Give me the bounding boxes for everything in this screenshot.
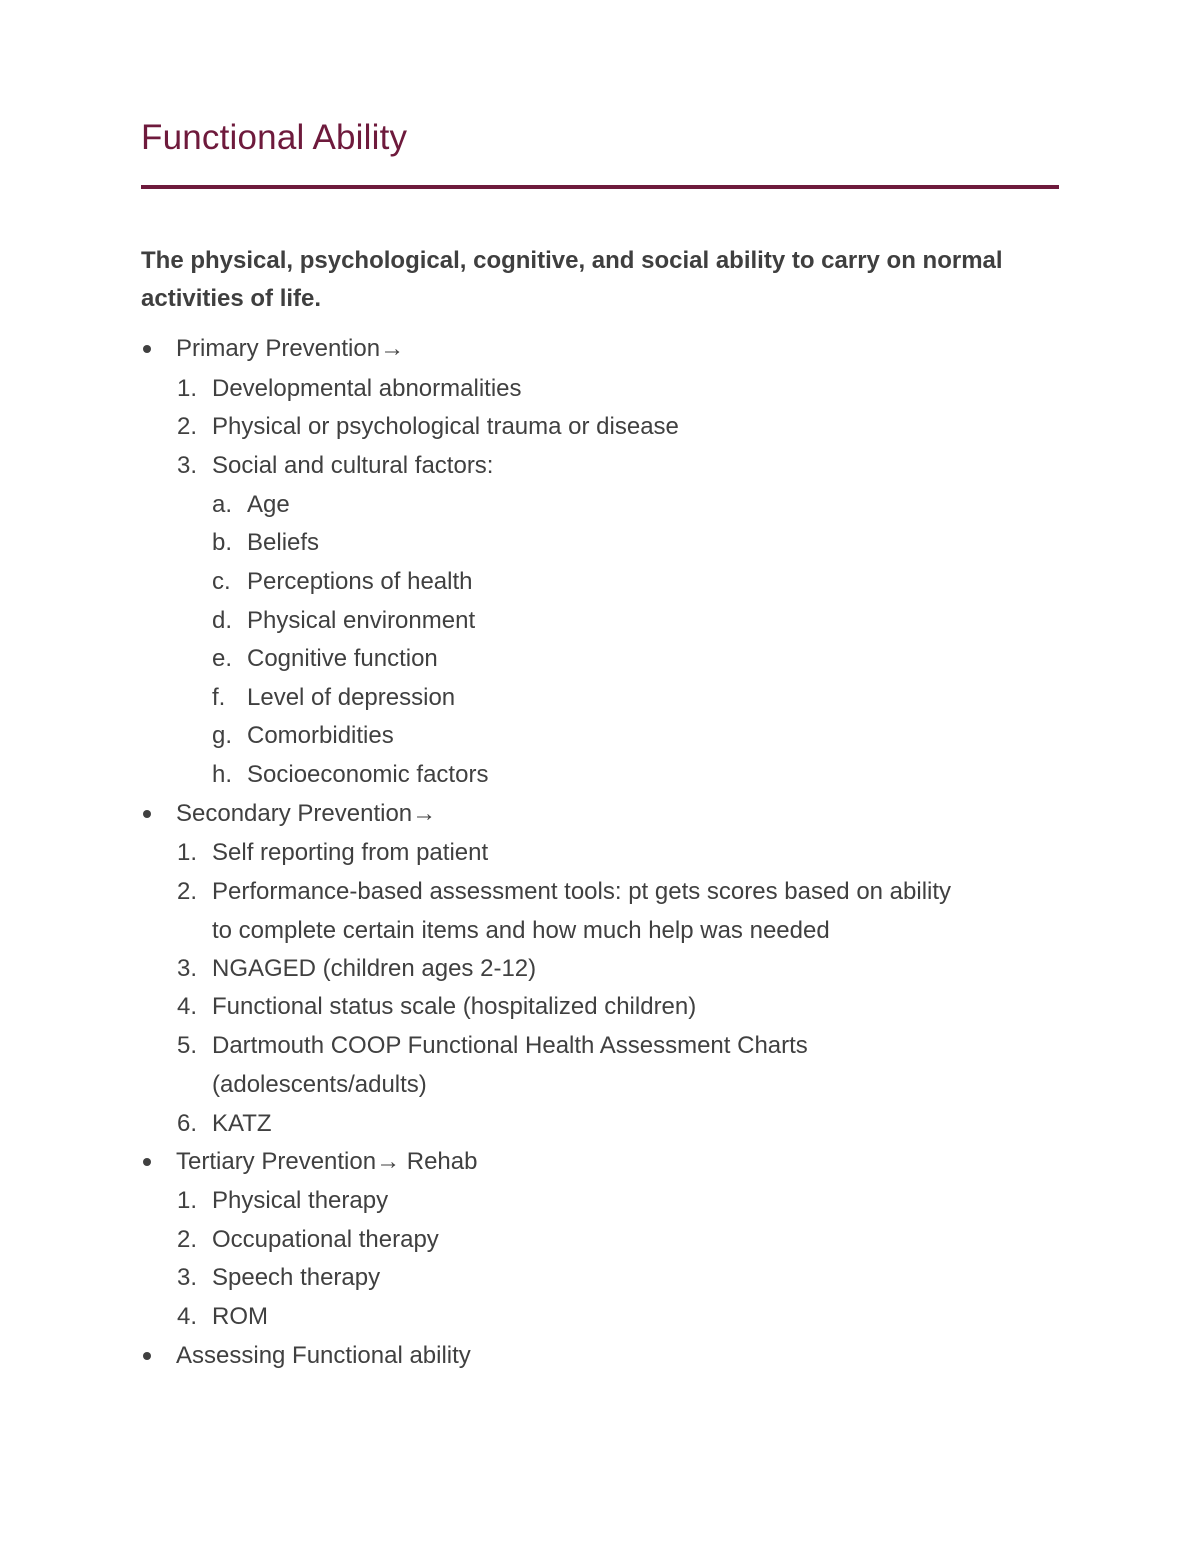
list-item: Physical therapy — [212, 1187, 389, 1214]
section-heading-assessing: Assessing Functional ability — [176, 1342, 471, 1369]
list-marker: 2. — [177, 1226, 198, 1253]
list-item: Functional status scale (hospitalized children) — [212, 993, 697, 1020]
sublist-marker: a. — [212, 491, 233, 518]
sublist-item: Level of depression — [247, 684, 456, 711]
list-marker: 6. — [177, 1110, 198, 1137]
list-item-continuation: (adolescents/adults) — [212, 1071, 427, 1098]
list-marker: 1. — [177, 375, 198, 402]
list-item: Dartmouth COOP Functional Health Assessment Charts — [212, 1032, 808, 1059]
sublist-item: Perceptions of health — [247, 568, 473, 595]
list-marker: 1. — [177, 1187, 198, 1214]
sublist-item: Beliefs — [247, 529, 320, 556]
sublist-marker: e. — [212, 645, 233, 672]
page-title: Functional Ability — [141, 118, 408, 157]
list-marker: 3. — [177, 452, 198, 479]
bullet-icon — [143, 1352, 151, 1360]
sublist-item: Comorbidities — [247, 722, 394, 749]
list-item: Occupational therapy — [212, 1226, 439, 1253]
sublist-marker: c. — [212, 568, 231, 595]
sublist-marker: g. — [212, 722, 233, 749]
list-marker: 2. — [177, 878, 198, 905]
section-heading-tertiary: Tertiary Prevention→ Rehab — [176, 1148, 478, 1175]
sublist-marker: f. — [212, 684, 226, 711]
list-item: Physical or psychological trauma or disease — [212, 413, 679, 440]
list-item: Developmental abnormalities — [212, 375, 522, 402]
list-item: Self reporting from patient — [212, 839, 489, 866]
sublist-marker: b. — [212, 529, 233, 556]
bullet-icon — [143, 1158, 151, 1166]
sublist-marker: h. — [212, 761, 233, 788]
list-marker: 2. — [177, 413, 198, 440]
list-item-continuation: to complete certain items and how much help was needed — [212, 917, 830, 944]
list-item: Social and cultural factors: — [212, 452, 494, 479]
list-item: ROM — [212, 1303, 268, 1330]
list-marker: 3. — [177, 955, 198, 982]
section-heading-primary: Primary Prevention→ — [176, 335, 405, 362]
list-item: NGAGED (children ages 2-12) — [212, 955, 537, 982]
list-item: Speech therapy — [212, 1264, 381, 1291]
sublist-item: Physical environment — [247, 607, 476, 634]
bullet-icon — [143, 810, 151, 818]
sublist-item: Age — [247, 491, 290, 518]
list-item: KATZ — [212, 1110, 272, 1137]
list-marker: 1. — [177, 839, 198, 866]
list-marker: 5. — [177, 1032, 198, 1059]
list-marker: 4. — [177, 1303, 198, 1330]
definition-text: The physical, psychological, cognitive, and social ability to carry on normal activities of life. — [141, 247, 1003, 312]
list-item: Performance-based assessment tools: pt gets scores based on ability — [212, 878, 952, 905]
title-divider — [141, 185, 1059, 189]
list-marker: 3. — [177, 1264, 198, 1291]
section-heading-secondary: Secondary Prevention→ — [176, 800, 437, 827]
bullet-icon — [143, 345, 151, 353]
sublist-item: Socioeconomic factors — [247, 761, 489, 788]
list-marker: 4. — [177, 993, 198, 1020]
sublist-item: Cognitive function — [247, 645, 438, 672]
sublist-marker: d. — [212, 607, 233, 634]
